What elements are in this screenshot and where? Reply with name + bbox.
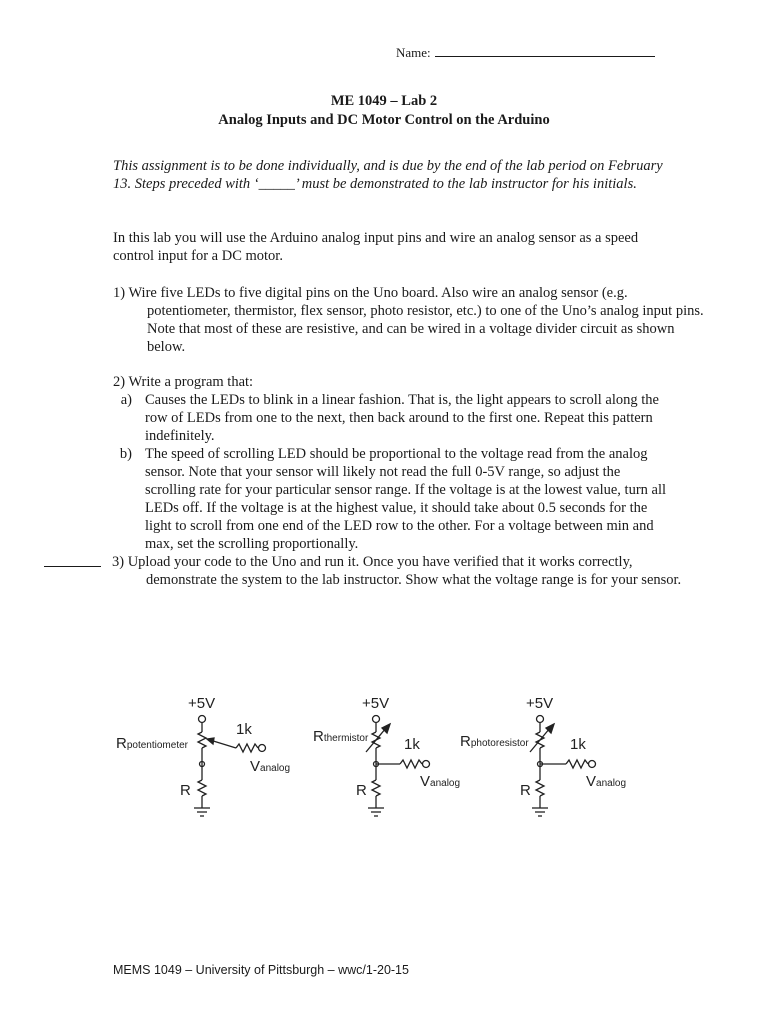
- ground-resistor-label: R: [180, 782, 191, 799]
- doc-title-course: ME 1049 – Lab 2: [330, 93, 438, 109]
- voltage-divider-diagrams: [110, 688, 630, 823]
- r-label: R: [313, 728, 324, 745]
- series-resistor-label: 1k: [570, 736, 586, 753]
- supply-label: +5V: [526, 695, 554, 712]
- svg-text:Rpotentiometer: [116, 735, 189, 752]
- name-field: [396, 44, 655, 61]
- v-sub-label: analog: [260, 763, 291, 774]
- r-label: R: [116, 735, 127, 752]
- r-label: R: [460, 733, 471, 750]
- sensor-name-photoresistor: photoresistor: [470, 738, 529, 749]
- doc-title-subject: Analog Inputs and DC Motor Control on the Arduino: [218, 112, 550, 128]
- v-label: V: [420, 773, 431, 790]
- svg-text:Vanalog: [420, 773, 460, 790]
- page-footer: MEMS 1049 – University of Pittsburgh – wwc/1-20-15: [113, 963, 409, 977]
- v-label: V: [586, 773, 597, 790]
- step-2a: [120, 391, 670, 445]
- circuit-photoresistor: [460, 695, 626, 816]
- step-2a-label: a): [120, 392, 132, 408]
- sensor-name-thermistor: thermistor: [323, 733, 369, 744]
- step-2a-text: Causes the LEDs to blink in a linear fashion. That is, the light appears to scroll along the row of LEDs from one to the next, then back around to the first one. Repeat this pattern indefinitely.: [145, 392, 659, 444]
- step-2: 2) Write a program that:: [113, 374, 254, 390]
- v-sub-label: analog: [596, 778, 627, 789]
- intro-paragraph: This assignment is to be done individually, and is due by the end of the lab period on February 13. Steps preceded with ‘_____’ must be demonstrated to the lab instructor for his initials.: [113, 158, 663, 192]
- circuit-thermistor: [313, 695, 460, 816]
- step-3-text: 3) Upload your code to the Uno and run it. Once you have verified that it works correctly, demonstrate the system to the lab instructor. Show what the voltage range is for your sensor.: [112, 554, 682, 588]
- series-resistor-label: 1k: [404, 736, 420, 753]
- step-2b: [119, 445, 670, 553]
- series-resistor-label: 1k: [236, 721, 252, 738]
- lead-paragraph: In this lab you will use the Arduino analog input pins and wire an analog sensor as a speed control input for a DC motor.: [113, 230, 639, 264]
- svg-text:Rphotoresistor: [460, 733, 529, 750]
- svg-text:Vanalog: [586, 773, 626, 790]
- svg-text:Rthermistor: [313, 728, 369, 745]
- ground-resistor-label: R: [356, 782, 367, 799]
- circuit-potentiometer: [116, 695, 290, 816]
- svg-text:Vanalog: [250, 758, 290, 775]
- step-2b-label: b): [119, 446, 132, 462]
- sensor-name-potentiometer: potentiometer: [126, 740, 188, 751]
- supply-label: +5V: [188, 695, 216, 712]
- v-sub-label: analog: [430, 778, 461, 789]
- initials-blank-line: [44, 553, 101, 567]
- v-label: V: [250, 758, 261, 775]
- name-blank-line: [435, 44, 655, 57]
- name-label: Name:: [396, 45, 431, 60]
- ground-resistor-label: R: [520, 782, 531, 799]
- step-1: 1) Wire five LEDs to five digital pins on the Uno board. Also wire an analog sensor (e.g. potentiometer, thermistor, flex sensor, photo resistor, etc.) to one of the Uno’s analog input pins. Note that most of these are resistive, and can be wired in a voltage divider circuit as shown below.: [113, 285, 704, 355]
- step-2b-text: The speed of scrolling LED should be proportional to the voltage read from the analog sensor. Note that your sensor will likely not read the full 0-5V range, so adjust the scrolling rate for your particular sensor range. If the voltage is at the lowest value, turn all LEDs off. If the voltage is at the highest value, it should take about 0.5 seconds for the light to scroll from one end of the LED row to the other. For a voltage between min and max, set the scrolling proportionally.: [145, 446, 667, 552]
- supply-label: +5V: [362, 695, 390, 712]
